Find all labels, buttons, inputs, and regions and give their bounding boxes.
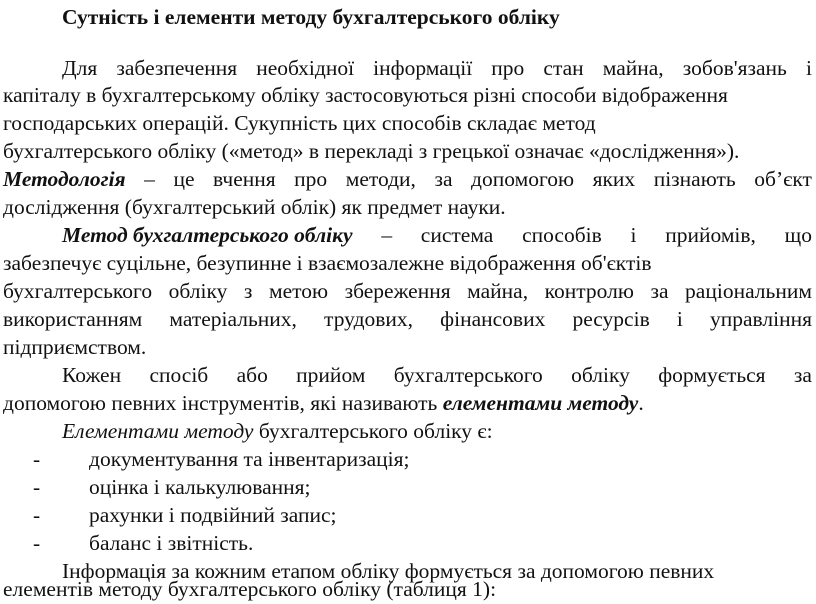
- list-bullet: -: [33, 531, 41, 555]
- list-item: рахунки і подвійний запис;: [89, 503, 337, 527]
- paragraph-1-line-2: капіталу в бухгалтерському обліку застосовуються різні способи відображення: [3, 83, 728, 107]
- document-title: Сутність і елементи методу бухгалтерського обліку: [62, 5, 560, 29]
- list-item: оцінка і калькулювання;: [89, 475, 311, 499]
- method-line-2: забезпечує суцільне, безупинне і взаємозалежне відображення об'єктів: [3, 251, 652, 275]
- methodology-line-1: Методологія – це вчення про методи, за допомогою яких пізнають об’єкт: [3, 167, 812, 191]
- list-bullet: -: [33, 475, 41, 499]
- method-line-3: бухгалтерського обліку з метою збереження майна, контролю за раціональним: [3, 279, 812, 303]
- each-line-2: допомогою певних інструментів, які називають елементами методу.: [3, 391, 644, 415]
- list-item: баланс і звітність.: [89, 531, 254, 555]
- method-term: Метод бухгалтерського обліку: [62, 223, 353, 247]
- final-line-2: елементів методу бухгалтерського обліку (таблиця 1):: [3, 577, 497, 601]
- methodology-line-2: дослідження (бухгалтерський облік) як предмет науки.: [3, 195, 506, 219]
- method-line-4: використанням матеріальних, трудових, фінансових ресурсів і управління: [3, 307, 812, 331]
- elements-intro: Елементами методу бухгалтерського обліку є:: [62, 419, 493, 443]
- final-line-1: Інформація за кожним етапом обліку формується за допомогою певних: [62, 559, 715, 583]
- list-bullet: -: [33, 503, 41, 527]
- paragraph-1-line-3: господарських операцій. Сукупність цих способів складає метод: [3, 111, 596, 135]
- list-item: документування та інвентаризація;: [89, 447, 410, 471]
- method-line-1: Метод бухгалтерського обліку – система способів і прийомів, що: [62, 223, 812, 247]
- paragraph-1-line-1: Для забезпечення необхідної інформації про стан майна, зобов'язань і: [62, 56, 812, 80]
- methodology-term: Методологія: [3, 167, 126, 191]
- paragraph-1-line-4: бухгалтерського обліку («метод» в перекладі з грецької означає «дослідження»).: [3, 139, 740, 163]
- elements-of-method-term: елементами методу: [442, 391, 639, 415]
- each-line-1: Кожен спосіб або прийом бухгалтерського обліку формується за: [62, 363, 812, 387]
- elements-intro-term: Елементами методу: [62, 419, 254, 443]
- method-line-5: підприємством.: [3, 335, 147, 359]
- list-bullet: -: [33, 447, 41, 471]
